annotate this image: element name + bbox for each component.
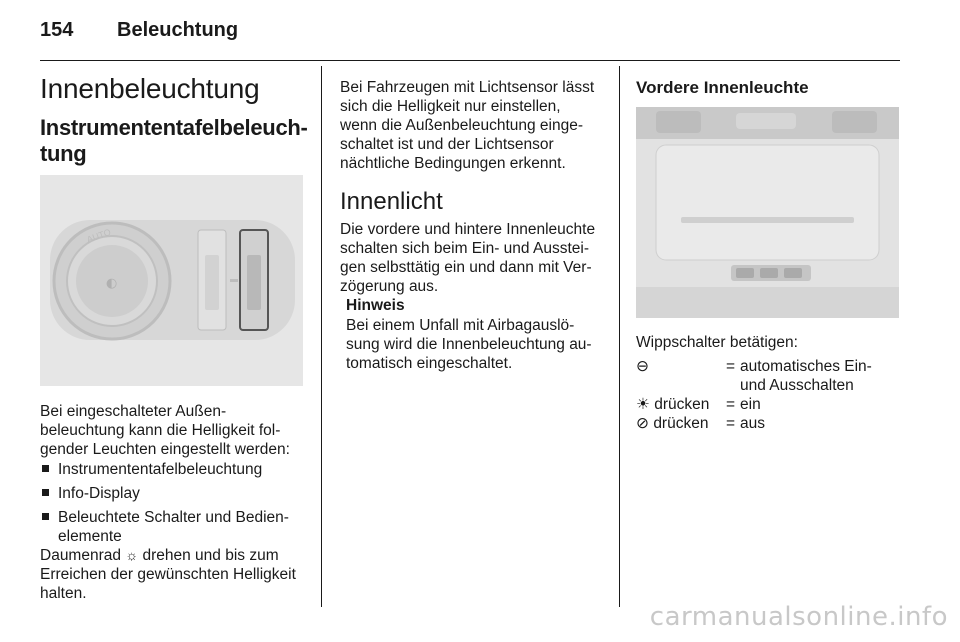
switch-row-auto: ⊖ = automatisches Ein- und Ausschalten bbox=[636, 358, 872, 394]
subsection-heading: Instrumententafelbeleuch- tung bbox=[40, 115, 308, 166]
section-heading: Innenbeleuchtung bbox=[40, 73, 260, 104]
watermark: carmanualsonline.info bbox=[649, 602, 948, 632]
light-on-icon: ☀ bbox=[636, 396, 650, 413]
list-item: Instrumententafelbeleuchtung bbox=[42, 460, 262, 479]
thumbwheel-icon: ☼ bbox=[125, 547, 139, 563]
light-sensor-text: Bei Fahrzeugen mit Lichtsensor lässt sich die Helligkeit nur einstellen, wenn die Außenbeleuchtung einge- schaltet ist und der Lichtsensor nächtliche Bedingungen erkennt. bbox=[340, 79, 595, 172]
switch-caption: Wippschalter betätigen: bbox=[636, 334, 798, 351]
front-interior-light-photo bbox=[636, 107, 899, 318]
dashboard-light-switch-photo bbox=[40, 175, 303, 386]
interior-light-text: Die vordere und hintere Innenleuchte schalten sich beim Ein- und Ausstei- gen selbsttätig ein und dann mit Ver- zögerung aus. bbox=[340, 221, 596, 295]
outro-text: Daumenrad ☼ drehen und bis zum Erreichen der gewünschten Helligkeit halten. bbox=[40, 547, 296, 602]
switch-row-on: ☀ drücken = ein bbox=[636, 396, 761, 413]
list-item: Beleuchtete Schalter und Bedien- elemente bbox=[42, 508, 289, 546]
header-rule bbox=[40, 60, 900, 61]
subsection-heading-front-light: Vordere Innenleuchte bbox=[636, 78, 809, 97]
door-contact-icon: ⊖ bbox=[636, 358, 649, 375]
knob-auto-label: AUTO bbox=[85, 226, 113, 245]
list-item: Info-Display bbox=[42, 484, 140, 503]
note-title: Hinweis bbox=[346, 297, 405, 314]
section-heading-innenlicht: Innenlicht bbox=[340, 188, 443, 215]
svg-text:◐: ◐ bbox=[106, 276, 118, 291]
intro-text: Bei eingeschalteter Außen- beleuchtung kann die Helligkeit fol- gender Leuchten eingestellt werden: bbox=[40, 403, 290, 458]
note-body: Bei einem Unfall mit Airbagauslö- sung wird die Innenbeleuchtung au- tomatisch eingeschaltet. bbox=[346, 317, 592, 372]
switch-row-off: ⊘ drücken = aus bbox=[636, 415, 765, 432]
light-off-icon: ⊘ bbox=[636, 415, 649, 432]
running-header: Beleuchtung bbox=[117, 19, 239, 41]
column-divider-1 bbox=[321, 66, 322, 607]
page-number: 154 bbox=[40, 19, 74, 41]
column-divider-2 bbox=[619, 66, 620, 607]
